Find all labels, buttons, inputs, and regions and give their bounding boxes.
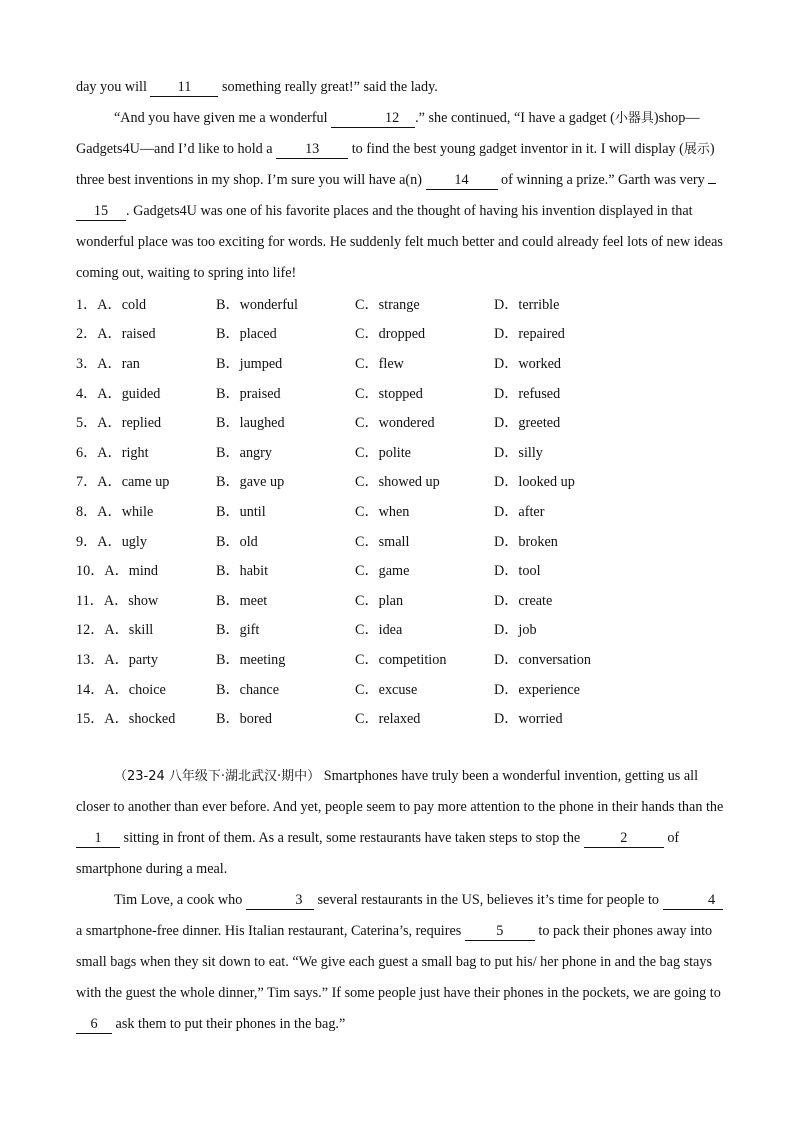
option-d: D．after [494,503,545,520]
option-b: B．angry [216,444,272,461]
option-row [76,319,724,349]
text: sitting in front of them. As a result, some restaurants have taken steps to stop the [120,829,584,846]
option-a: 9．A．ugly [76,533,147,550]
option-c: C．flew [355,355,404,372]
text: ask them to put their phones in the bag.” [112,1015,346,1032]
option-b: B．old [216,533,258,550]
option-d: D．repaired [494,326,565,343]
passage1-line [76,134,724,165]
source-label: （23-24 八年级下·湖北武汉·期中） [114,768,321,784]
option-c: C．dropped [355,326,426,343]
option-d: D．greeted [494,415,561,432]
option-a: 12．A．skill [76,622,154,639]
text: several restaurants in the US, believes it’s time for people to [313,891,663,908]
option-a: 3．A．ran [76,355,140,372]
text: 小器具 [614,111,654,126]
option-b: B．praised [216,385,281,402]
text: “And you have given me a wonderful [114,110,332,126]
blank-1: 1 [76,829,120,848]
blank-11: 11 [150,78,218,97]
option-row [76,703,724,733]
passage1-line [76,103,724,134]
spacer [76,733,724,761]
option-b: B．until [216,503,266,520]
option-row [76,289,724,319]
option-a: 15．A．shocked [76,711,176,728]
option-row [76,585,724,615]
option-d: D．terrible [494,296,560,313]
passage1-line: wonderful place was too exciting for words. He suddenly felt much better and could already feel lots of new ideas [76,234,723,250]
option-a: 6．A．right [76,444,149,461]
option-c: C．when [355,503,410,520]
option-d: D．looked up [494,474,575,491]
option-b: B．habit [216,563,269,580]
option-d: D．create [494,592,553,609]
blank-14: 14 [426,171,498,190]
passage2-line: small bags when they sit down to eat. “We give each guest a small bag to put his/ her phone in and the bag stays [76,953,712,970]
option-a: 2．A．raised [76,326,156,343]
option-b: B．jumped [216,355,283,372]
option-d: D．experience [494,681,580,698]
blank-3: 3 [246,891,314,910]
option-b: B．gave up [216,474,285,491]
text: Smartphones have truly been a wonderful invention, getting us all [320,767,699,784]
text: . Gadgets4U was one of his favorite places and the thought of having his invention displayed in that [126,203,693,219]
text: something really great!” said the lady. [218,79,438,95]
option-row [76,378,724,408]
text: three best inventions in my shop. I’m sure you will have a(n) [76,172,426,188]
option-row [76,644,724,674]
blank-4: 4 [663,891,723,910]
option-b: B．bored [216,711,272,728]
text: to pack their phones away into [534,922,713,939]
text: Tim Love, a cook who [114,891,246,908]
option-row [76,674,724,704]
passage2-line: smartphone during a meal. [76,860,228,877]
passage2-line [76,823,724,854]
option-d: D．broken [494,533,558,550]
option-b: B．placed [216,326,277,343]
option-a: 10．A．mind [76,563,158,580]
text: of [663,829,680,846]
blank-2: 2 [584,829,664,848]
passage2-line [76,761,724,792]
options-list [76,289,724,733]
option-b: B．wonderful [216,296,298,313]
option-row [76,615,724,645]
passage2-line [76,916,724,947]
option-a: 14．A．choice [76,681,166,698]
option-d: D．worried [494,711,563,728]
option-b: B．gift [216,622,260,639]
text: .” she continued, “I have a gadget ( [415,110,615,126]
passage1-line: coming out, waiting to spring into life! [76,265,297,281]
text: of winning a prize.” Garth was very [497,172,709,188]
option-d: D．tool [494,563,541,580]
option-c: C．competition [355,651,447,668]
passage2-line: closer to another than ever before. And yet, people seem to pay more attention to the phone in their hands than the [76,798,724,815]
option-c: C．stopped [355,385,423,402]
text: ) [709,141,715,157]
option-c: C．game [355,563,410,580]
text: day you will [76,79,151,95]
option-c: C．wondered [355,415,435,432]
option-a: 13．A．party [76,651,158,668]
option-c: C．plan [355,592,404,609]
option-b: B．chance [216,681,280,698]
option-a: 7．A．came up [76,474,170,491]
option-a: 11．A．show [76,592,159,609]
option-row [76,555,724,585]
option-row [76,496,724,526]
option-a: 1．A．cold [76,296,147,313]
passage2-line: with the guest the whole dinner,” Tim says.” If some people just have their phones in the pockets, we are going to [76,984,721,1001]
blank-13: 13 [276,140,348,159]
option-c: C．strange [355,296,420,313]
text: )shop— [653,110,700,126]
option-c: C．showed up [355,474,440,491]
option-d: D．job [494,622,537,639]
passage1-line [76,165,724,196]
option-b: B．meeting [216,651,286,668]
text: a smartphone-free dinner. His Italian restaurant, Caterina’s, requires [76,922,465,939]
blank-5: 5 [465,922,535,941]
passage2-line [76,1009,724,1040]
option-b: B．meet [216,592,268,609]
passage1-line [76,72,724,103]
blank-6: 6 [76,1015,112,1034]
text: 展示 [683,142,710,157]
option-a: 8．A．while [76,503,154,520]
option-c: C．relaxed [355,711,421,728]
option-row [76,467,724,497]
option-d: D．refused [494,385,561,402]
option-c: C．polite [355,444,411,461]
blank-15: 15 [76,202,126,221]
option-c: C．small [355,533,410,550]
blank-15-start [708,183,716,184]
option-row [76,348,724,378]
option-d: D．silly [494,444,543,461]
option-c: C．excuse [355,681,418,698]
option-d: D．conversation [494,651,591,668]
document-page [76,72,724,1040]
text: Gadgets4U—and I’d like to hold a [76,141,277,157]
text: to find the best young gadget inventor in it. I will display ( [348,141,684,157]
option-d: D．worked [494,355,561,372]
option-b: B．laughed [216,415,285,432]
blank-12: 12 [331,109,415,128]
passage1-line [76,196,724,227]
option-row [76,437,724,467]
option-a: 5．A．replied [76,415,162,432]
option-a: 4．A．guided [76,385,161,402]
passage2-line [76,885,724,916]
option-row [76,407,724,437]
option-c: C．idea [355,622,403,639]
option-row [76,526,724,556]
